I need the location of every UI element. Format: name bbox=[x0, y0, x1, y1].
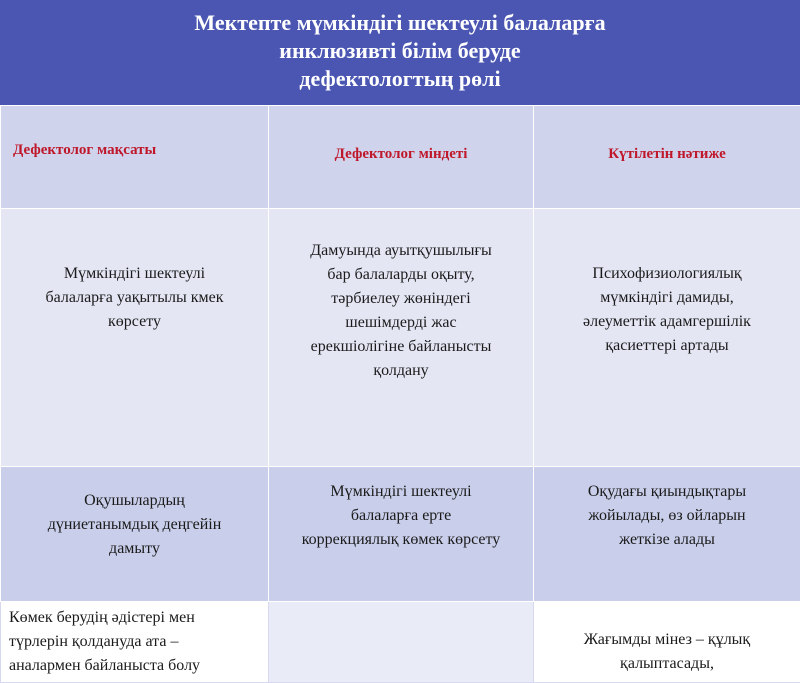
empty-cell bbox=[269, 602, 534, 683]
cell-line: Мүмкіндігі шектеулі bbox=[9, 262, 260, 286]
table-header-row bbox=[1, 106, 800, 209]
title-line: Мектепте мүмкіндігі шектеулі балаларға bbox=[194, 9, 605, 37]
cell-line: Көмек берудің әдістері мен bbox=[9, 606, 260, 630]
cell-line: бар балаларды оқыту, bbox=[277, 263, 525, 287]
table-cell bbox=[1, 602, 269, 683]
cell-line: Дамуында ауытқушылығы bbox=[277, 239, 525, 263]
cell-line: Оқудағы қиындықтары bbox=[542, 480, 792, 504]
table-cell bbox=[534, 209, 800, 467]
cell-line: әлеуметтік адамгершілік bbox=[542, 310, 792, 334]
cell-line: дүниетанымдық деңгейін bbox=[9, 513, 260, 537]
title-line: дефектологтың рөлі bbox=[194, 65, 605, 93]
cell-line: түрлерін қолдануда ата – bbox=[9, 630, 260, 654]
cell-line: жеткізе алады bbox=[542, 528, 792, 552]
cell-line: шешімдерді жас bbox=[277, 311, 525, 335]
slide-title bbox=[194, 9, 605, 93]
table-cell bbox=[534, 467, 800, 602]
table-row bbox=[1, 467, 800, 602]
cell-line: тәрбиелеу жөніндегі bbox=[277, 287, 525, 311]
title-bar bbox=[0, 0, 800, 105]
cell-line: балаларға ерте bbox=[277, 504, 525, 528]
table-row bbox=[1, 209, 800, 467]
table-cell bbox=[1, 467, 269, 602]
roles-table bbox=[0, 105, 800, 683]
cell-line: дамыту bbox=[9, 537, 260, 561]
header-result: Күтілетін нәтиже bbox=[534, 106, 800, 209]
cell-line: мүмкіндігі дамиды, bbox=[542, 286, 792, 310]
cell-line: аналармен байланыста болу bbox=[9, 654, 260, 678]
cell-line: Психофизиологиялық bbox=[542, 262, 792, 286]
table-cell bbox=[269, 467, 534, 602]
table-row bbox=[1, 602, 800, 683]
cell-line: Оқушылардың bbox=[9, 489, 260, 513]
table-cell bbox=[534, 602, 800, 683]
cell-line: балаларға уақытылы кмек bbox=[9, 286, 260, 310]
cell-line: Мүмкіндігі шектеулі bbox=[277, 480, 525, 504]
title-line: инклюзивті білім беруде bbox=[194, 37, 605, 65]
cell-line: жойылады, өз ойларын bbox=[542, 504, 792, 528]
cell-line: ерекшіолігіне байланысты bbox=[277, 335, 525, 359]
header-goal: Дефектолог мақсаты bbox=[1, 106, 269, 209]
cell-line: коррекциялық көмек көрсету bbox=[277, 528, 525, 552]
cell-line: қасиеттері артады bbox=[542, 334, 792, 358]
table-cell bbox=[1, 209, 269, 467]
header-task: Дефектолог міндеті bbox=[269, 106, 534, 209]
cell-line: қалыптасады, bbox=[542, 652, 792, 676]
table-cell bbox=[269, 209, 534, 467]
cell-line: қолдану bbox=[277, 359, 525, 383]
cell-line: көрсету bbox=[9, 310, 260, 334]
cell-line: Жағымды мінез – құлық bbox=[542, 628, 792, 652]
